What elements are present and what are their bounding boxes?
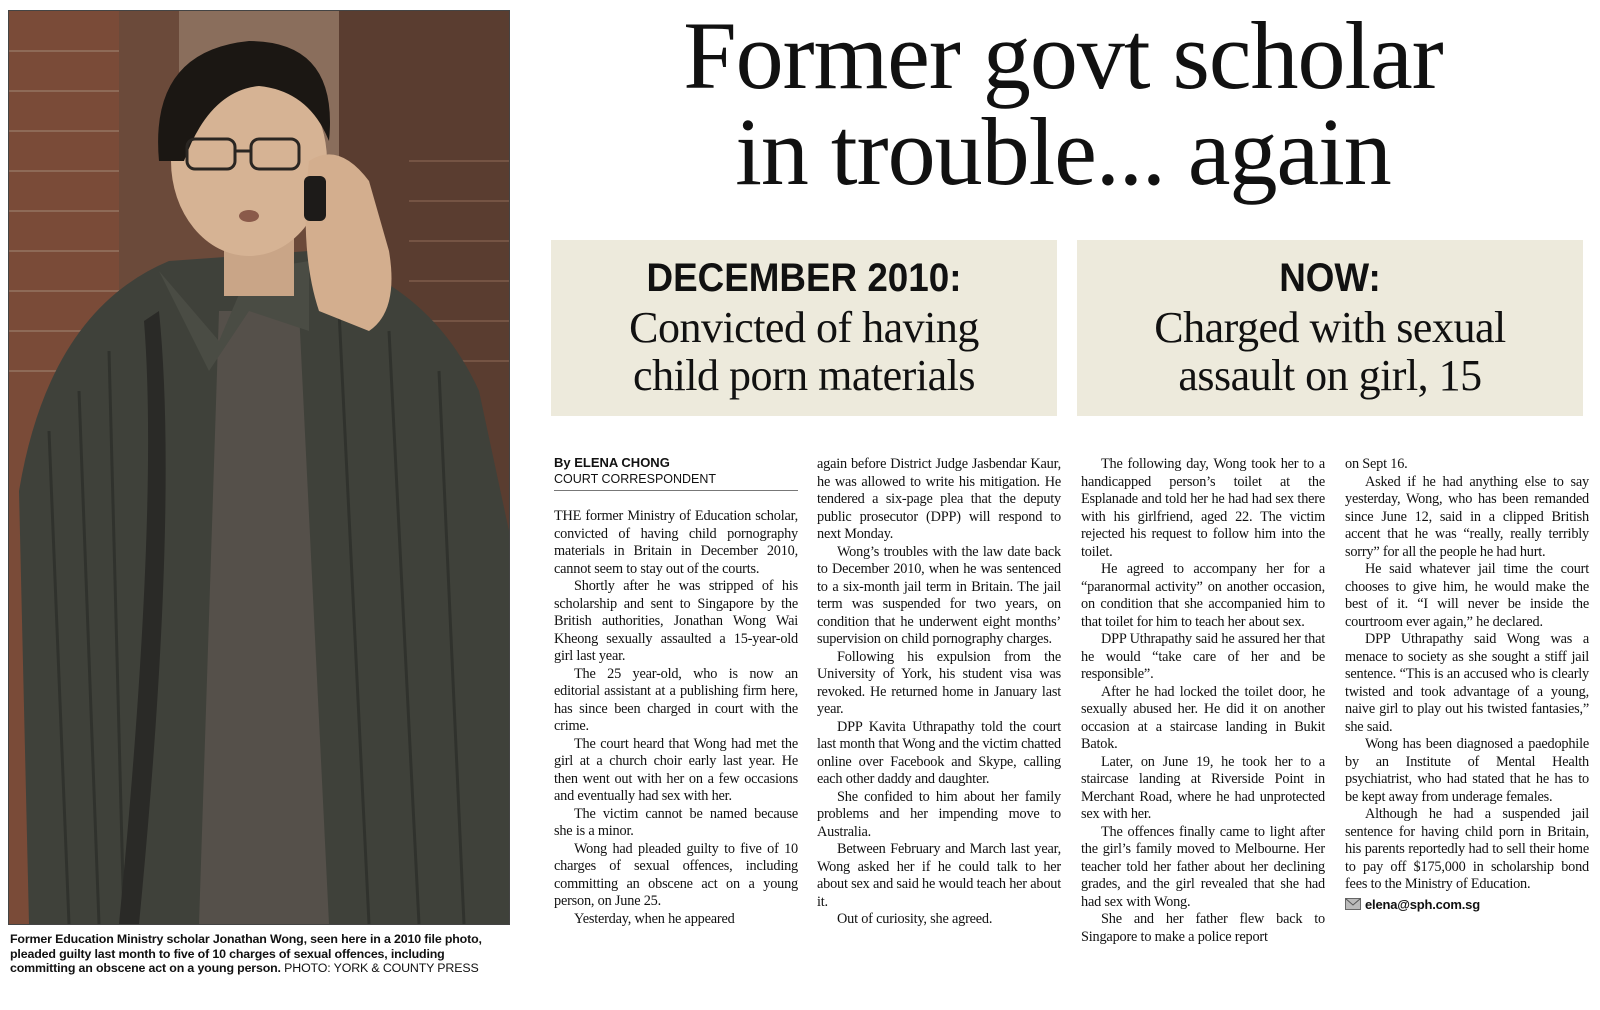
byline-author: By ELENA CHONG xyxy=(554,455,670,470)
article-paragraph: She confided to him about her family problems and her impending move to Australia. xyxy=(817,788,1061,840)
photo-credit: PHOTO: YORK & COUNTY PRESS xyxy=(284,961,479,975)
article-paragraph: The following day, Wong took her to a handicapped person’s toilet at the Esplanade and told her he had had sex there with his girlfriend, aged 22. The victim rejected his request to follow him into the toilet. xyxy=(1081,456,1325,560)
photo-illustration xyxy=(9,11,509,924)
article-paragraph: Following his expulsion from the University of York, his student visa was revoked. He returned home in January last year. xyxy=(817,648,1061,717)
article-paragraph: again before District Judge Jasbendar Kaur, he was allowed to write his mitigation. He tendered a six-page plea that the deputy public prosecutor (DPP) will respond to next Monday. xyxy=(817,456,1061,542)
article-paragraph: DPP Uthrapathy said he assured her that he would “take care of her and be responsible”. xyxy=(1081,631,1325,682)
article-paragraph: Out of curiosity, she agreed. xyxy=(837,911,993,927)
panel-right-line-2: assault on girl, 15 xyxy=(1178,351,1482,400)
article-paragraph: Shortly after he was stripped of his scholarship and sent to Singapore by the British authorities, Jonathan Wong Wai Kheong sexually assaulted a 15-year-old girl last year. xyxy=(554,578,798,664)
article-paragraph: Wong’s troubles with the law date back to December 2010, when he was sentenced to a six-month jail term in Britain. The jail term was suspended for two years, on condition that he underwent eight months’ supervision on child pornography charges. xyxy=(817,543,1061,647)
article-paragraph: DPP Uthrapathy said Wong was a menace to society as she sought a stiff jail sentence. “This is an accused who is clearly twisted and took advantage of a young, naive girl to play out his twisted fantasies,” she said. xyxy=(1345,631,1589,735)
article-paragraph: The 25 year-old, who is now an editorial assistant at a publishing firm here, has since been charged in court with the crime. xyxy=(554,665,798,734)
article-paragraph: The court heard that Wong had met the girl at a church choir early last year. He then went out with her on a few occasions and eventually had sex with her. xyxy=(554,735,798,804)
article-paragraph: He said whatever jail time the court chooses to give him, he would make the best of it. “I will never be inside the courtroom ever again,” he declared. xyxy=(1345,561,1589,630)
article-paragraph: The offences finally came to light after the girl’s family moved to Melbourne. Her teacher told her father about her declining grades, and the girl revealed that she had had sex with Wong. xyxy=(1081,823,1325,910)
panel-left-line-2: child porn materials xyxy=(633,351,975,400)
byline xyxy=(554,455,798,491)
article-paragraph: Wong has been diagnosed a paedophile by an Institute of Mental Health psychiatrist, who had stated that he has to be kept away from underage females. xyxy=(1345,736,1589,805)
article-paragraph: Wong had pleaded guilty to five of 10 charges of sexual offences, including committing an obscene act on a young person, on June 25. xyxy=(554,840,798,909)
panel-right-subhead xyxy=(1077,304,1583,400)
headline-line-2: in trouble... again xyxy=(735,98,1391,205)
article-paragraph: on Sept 16. xyxy=(1345,456,1408,472)
article-paragraph: She and her father flew back to Singapore to make a police report xyxy=(1081,911,1325,945)
author-email[interactable] xyxy=(1345,896,1589,914)
panel-left-line-1: Convicted of having xyxy=(629,303,979,352)
news-photo xyxy=(8,10,510,925)
article-paragraph: Although he had a suspended jail sentence for having child porn in Britain, his parents reportedly had to sell their home to pay off $175,000 in scholarship bond fees to the Ministry of Education. xyxy=(1345,806,1589,892)
article-paragraph: Yesterday, when he appeared xyxy=(574,910,735,927)
article-column-3 xyxy=(1081,456,1325,946)
headline xyxy=(548,2,1578,205)
article-column-2 xyxy=(817,456,1061,929)
article-column-1 xyxy=(554,508,798,928)
article-paragraph: Between February and March last year, Wong asked her if he could talk to her about sex and said he would teach her about it. xyxy=(817,841,1061,910)
article-paragraph: THE former Ministry of Education scholar, convicted of having child pornography materials in Britain in December 2010, cannot seem to stay out of the courts. xyxy=(554,508,798,577)
caption-text: Former Education Ministry scholar Jonathan Wong, seen here in a 2010 file photo, pleaded guilty last month to five of 10 charges of sexual offences, including committing an obscene act on a young person. xyxy=(10,932,482,975)
envelope-icon xyxy=(1345,898,1361,910)
panel-left-kicker: DECEMBER 2010: xyxy=(646,256,962,300)
article-paragraph: Later, on June 19, he took her to a staircase landing at Riverside Point in Merchant Road, where he had unprotected sex with her. xyxy=(1081,753,1325,822)
panel-now xyxy=(1077,240,1583,416)
headline-line-1: Former govt scholar xyxy=(683,2,1443,109)
panel-right-line-1: Charged with sexual xyxy=(1154,303,1506,352)
author-email-text[interactable]: elena@sph.com.sg xyxy=(1365,896,1480,912)
article-column-4 xyxy=(1345,456,1589,913)
byline-role: COURT CORRESPONDENT xyxy=(554,472,717,486)
article-paragraph: The victim cannot be named because she is a minor. xyxy=(554,805,798,839)
photo-caption xyxy=(10,932,510,976)
article-paragraph: He agreed to accompany her for a “paranormal activity” on another occasion, on condition that she accompanied him to that toilet for him to teach her about sex. xyxy=(1081,561,1325,630)
article-paragraph: After he had locked the toilet door, he sexually abused her. He did it on another occasion at a staircase landing in Bukit Batok. xyxy=(1081,683,1325,752)
panel-left-subhead xyxy=(551,304,1057,400)
article-paragraph: DPP Kavita Uthrapathy told the court last month that Wong and the victim chatted online over Facebook and Skype, calling each other daddy and daughter. xyxy=(817,718,1061,787)
panel-right-kicker: NOW: xyxy=(1279,256,1381,300)
panel-december-2010 xyxy=(551,240,1057,416)
article-paragraph: Asked if he had anything else to say yesterday, Wong, who has been remanded since June 12, said in a clipped British accent that he was “really, really terribly sorry” for all the people he had hurt. xyxy=(1345,473,1589,560)
